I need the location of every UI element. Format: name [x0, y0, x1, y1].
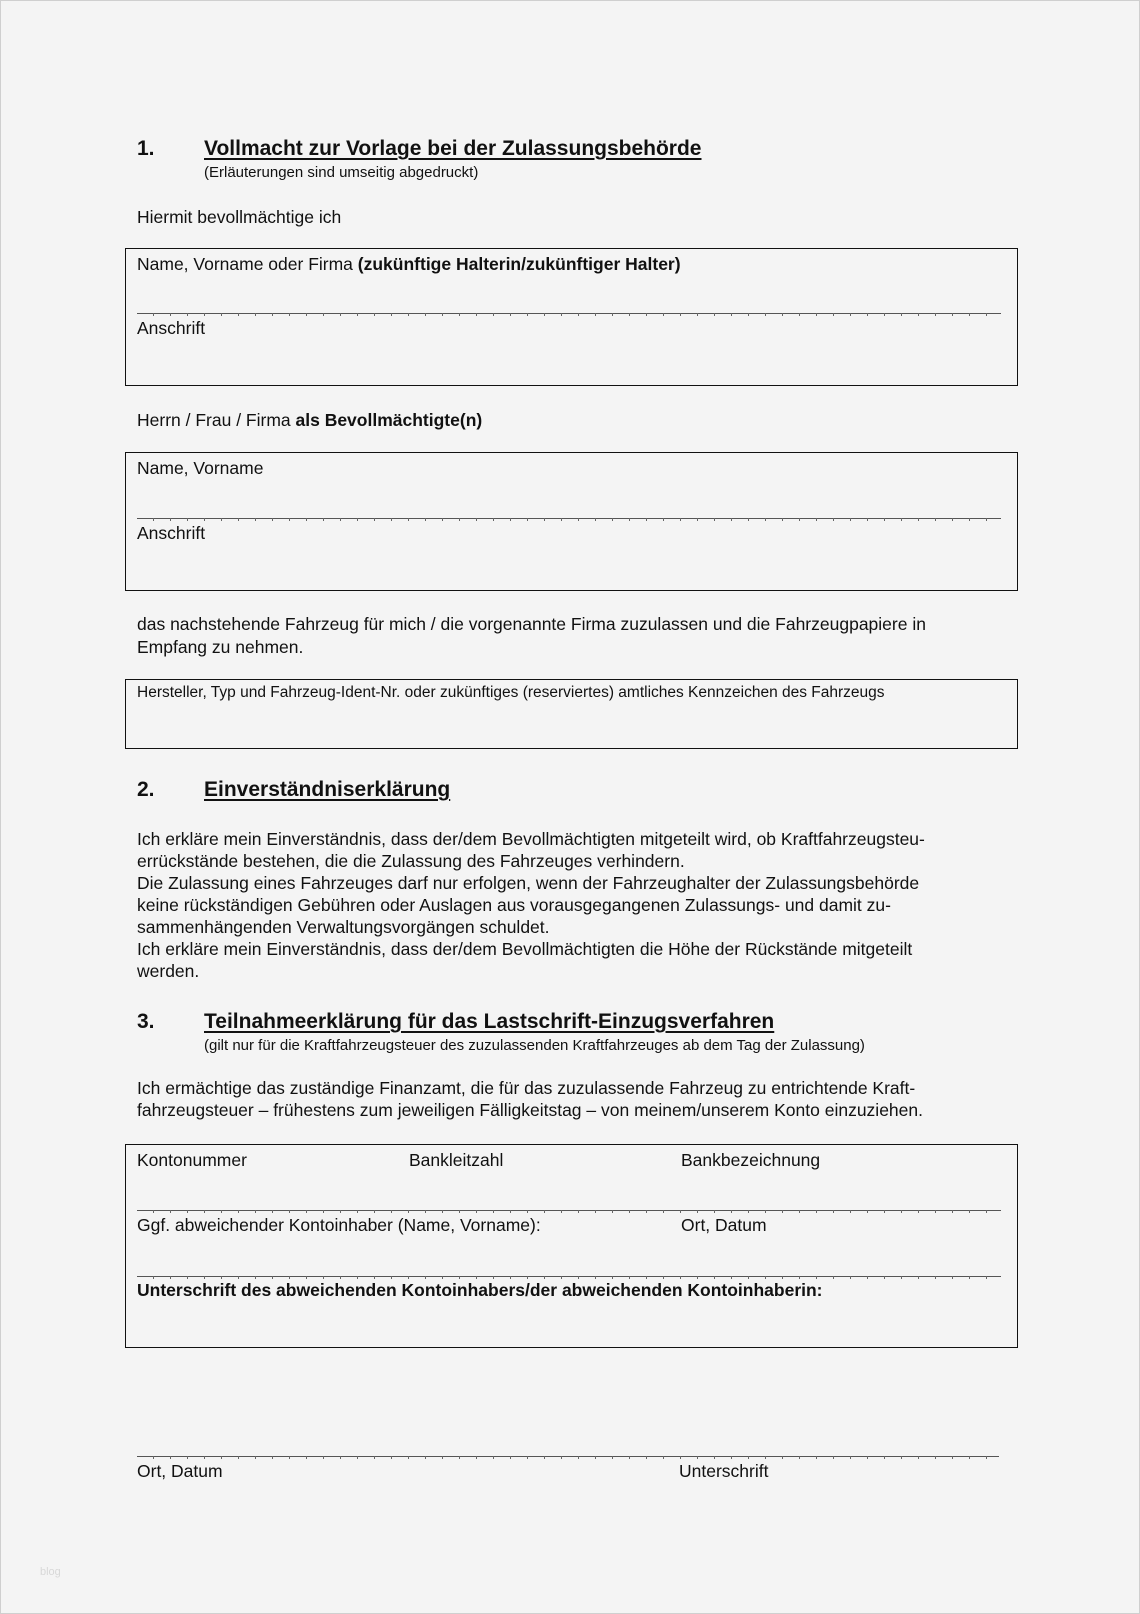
section2-body	[137, 828, 925, 982]
section3-number: 3.	[137, 1010, 155, 1033]
footer-signature-line	[137, 1456, 999, 1457]
section2-line: keine rückständigen Gebühren oder Auslagen aus vorausgegangenen Zulassungs- und damit zu-	[137, 895, 891, 915]
agent-name-line	[137, 518, 1001, 519]
bank-place-date-label: Ort, Datum	[681, 1215, 767, 1235]
holder-name-line	[137, 313, 1001, 314]
alt-holder-line	[137, 1276, 1001, 1277]
section2-line: werden.	[137, 961, 200, 981]
agent-intro-bold: als Bevollmächtigte(n)	[295, 410, 483, 430]
footer-signature-label: Unterschrift	[679, 1461, 769, 1481]
footer-place-date-label: Ort, Datum	[137, 1461, 223, 1481]
section2-title: Einverständniserklärung	[204, 778, 451, 801]
section3-body	[137, 1077, 923, 1121]
agent-address-label: Anschrift	[137, 523, 206, 543]
section2-line: sammenhängenden Verwaltungsvorgängen schuldet.	[137, 917, 550, 937]
bank-name-label: Bankbezeichnung	[681, 1150, 821, 1170]
holder-name-label-text: Name, Vorname oder Firma	[137, 254, 358, 274]
section3-line: Ich ermächtige das zuständige Finanzamt, die für das zuzulassende Fahrzeug zu entrichtende Kraft-	[137, 1078, 916, 1098]
holder-name-label-bold: (zukünftige Halterin/zukünftiger Halter)	[357, 254, 681, 274]
vehicle-text-line2: Empfang zu nehmen.	[137, 637, 304, 657]
section2-line: Ich erkläre mein Einverständnis, dass der/dem Bevollmächtigten die Höhe der Rückstände mitgeteilt	[137, 939, 913, 959]
agent-intro	[137, 409, 482, 431]
holder-address-label: Anschrift	[137, 318, 206, 338]
section1-subtitle: (Erläuterungen sind umseitig abgedruckt)	[204, 164, 479, 181]
vehicle-text-line1: das nachstehende Fahrzeug für mich / die vorgenannte Firma zuzulassen und die Fahrzeugpapiere in	[137, 614, 926, 634]
section3-title: Teilnahmeerklärung für das Lastschrift-Einzugsverfahren	[204, 1010, 775, 1033]
bank-details-line	[137, 1210, 1001, 1211]
alt-holder-label: Ggf. abweichender Kontoinhaber (Name, Vorname):	[137, 1215, 541, 1235]
section2-line: Die Zulassung eines Fahrzeuges darf nur erfolgen, wenn der Fahrzeughalter der Zulassungsbehörde	[137, 873, 920, 893]
section2-number: 2.	[137, 778, 155, 801]
watermark: blog	[40, 1566, 61, 1578]
vehicle-box[interactable]	[125, 679, 1018, 749]
bank-box[interactable]	[125, 1144, 1018, 1348]
section1-intro: Hiermit bevollmächtige ich	[137, 207, 342, 227]
agent-name-label: Name, Vorname	[137, 458, 264, 478]
section2-line: errückstände bestehen, die die Zulassung des Fahrzeuges verhindern.	[137, 851, 685, 871]
account-number-label: Kontonummer	[137, 1150, 247, 1170]
section1-number: 1.	[137, 137, 155, 160]
section3-line: fahrzeugsteuer – frühestens zum jeweiligen Fälligkeitstag – von meinem/unserem Konto einzuziehen.	[137, 1100, 923, 1120]
section2-line: Ich erkläre mein Einverständnis, dass der/dem Bevollmächtigten mitgeteilt wird, ob Kraftfahrzeugsteu-	[137, 829, 925, 849]
holder-box[interactable]	[125, 248, 1018, 386]
vehicle-box-label: Hersteller, Typ und Fahrzeug-Ident-Nr. oder zukünftiges (reserviertes) amtliches Kennzeichen des Fahrzeugs	[137, 684, 885, 701]
bank-code-label: Bankleitzahl	[409, 1150, 504, 1170]
section3-subtitle: (gilt nur für die Kraftfahrzeugsteuer des zuzulassenden Kraftfahrzeuges ab dem Tag der Zulassung)	[204, 1037, 865, 1054]
holder-name-label	[137, 253, 681, 275]
section1-title: Vollmacht zur Vorlage bei der Zulassungsbehörde	[204, 137, 702, 160]
alt-signature-label: Unterschrift des abweichenden Kontoinhabers/der abweichenden Kontoinhaberin:	[137, 1280, 823, 1300]
agent-intro-text: Herrn / Frau / Firma	[137, 410, 296, 430]
agent-box[interactable]	[125, 452, 1018, 591]
